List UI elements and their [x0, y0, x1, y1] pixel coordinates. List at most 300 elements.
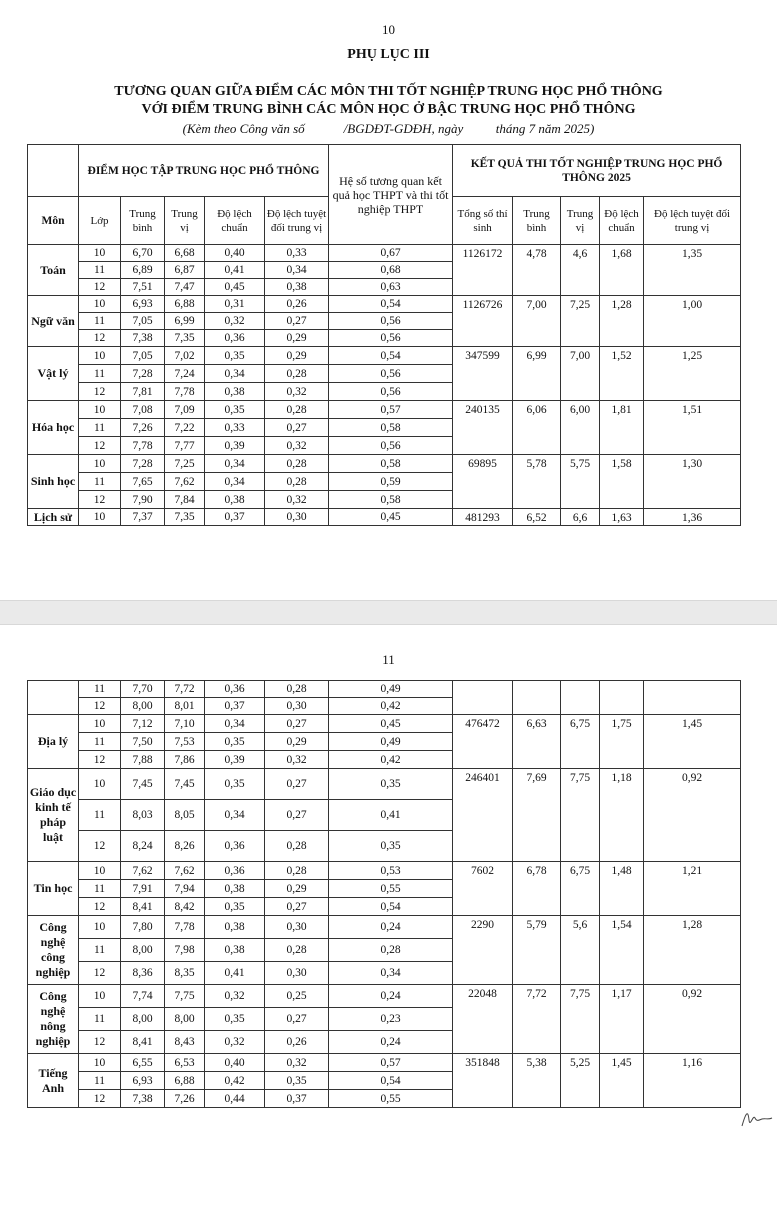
mean-cell: 7,05: [121, 347, 165, 365]
correlation-cell: 0,23: [329, 1008, 453, 1031]
mad-cell: 0,27: [265, 313, 329, 330]
grade-cell: 11: [79, 939, 121, 962]
exam-mean-header: Trung bình: [513, 197, 561, 245]
mad-cell: 0,25: [265, 985, 329, 1008]
exam-mean-cell: 7,72: [513, 985, 561, 1054]
table-row: [28, 401, 741, 419]
exam-mad-cell: 1,21: [644, 862, 741, 916]
grade-cell: 11: [79, 262, 121, 279]
subject-name: Hóa học: [28, 401, 79, 455]
std-cell: 0,35: [205, 401, 265, 419]
mad-cell: 0,27: [265, 898, 329, 916]
mean-cell: 7,90: [121, 491, 165, 509]
grade-cell: 10: [79, 347, 121, 365]
exam-median-cell: 5,25: [561, 1054, 600, 1108]
mean-cell: 8,41: [121, 898, 165, 916]
correlation-cell: 0,56: [329, 437, 453, 455]
std-cell: 0,34: [205, 473, 265, 491]
continued-subject-cell: [28, 681, 79, 715]
table-row: [28, 985, 741, 1008]
correlation-cell: 0,63: [329, 279, 453, 296]
std-cell: 0,31: [205, 296, 265, 313]
grade-cell: 12: [79, 962, 121, 985]
mean-cell: 7,65: [121, 473, 165, 491]
std-cell: 0,37: [205, 698, 265, 715]
mad-cell: 0,29: [265, 880, 329, 898]
std-cell: 0,38: [205, 491, 265, 509]
median-cell: 8,26: [165, 831, 205, 862]
mean-cell: 6,93: [121, 1072, 165, 1090]
correlation-cell: 0,67: [329, 245, 453, 262]
median-cell: 7,10: [165, 715, 205, 733]
exam-total-cell: 246401: [453, 769, 513, 862]
grade-cell: 12: [79, 279, 121, 296]
grade-cell: 10: [79, 245, 121, 262]
table-row: [28, 296, 741, 313]
mad-cell: 0,37: [265, 1090, 329, 1108]
mean-cell: 6,89: [121, 262, 165, 279]
title-line-1: TƯƠNG QUAN GIỮA ĐIỂM CÁC MÔN THI TỐT NGHIỆP TRUNG HỌC PHỔ THÔNG: [114, 84, 663, 99]
std-cell: 0,32: [205, 985, 265, 1008]
exam-std-cell: 1,68: [600, 245, 644, 296]
mad-cell: 0,38: [265, 279, 329, 296]
std-cell: 0,36: [205, 330, 265, 347]
mad-cell: 0,29: [265, 733, 329, 751]
correlation-cell: 0,54: [329, 296, 453, 313]
std-cell: 0,39: [205, 437, 265, 455]
grade-cell: 10: [79, 862, 121, 880]
mad-cell: 0,28: [265, 473, 329, 491]
grade-cell: 11: [79, 1008, 121, 1031]
correlation-table-page-10: [27, 144, 741, 526]
mean-cell: 7,62: [121, 862, 165, 880]
correlation-cell: 0,58: [329, 419, 453, 437]
median-cell: 7,86: [165, 751, 205, 769]
mean-cell: 8,03: [121, 800, 165, 831]
median-cell: 7,84: [165, 491, 205, 509]
grade-cell: 12: [79, 831, 121, 862]
mad-cell: 0,26: [265, 296, 329, 313]
page-10: [0, 0, 777, 600]
exam-std-cell: 1,58: [600, 455, 644, 509]
exam-std-cell: 1,45: [600, 1054, 644, 1108]
exam-median-cell: 7,25: [561, 296, 600, 347]
exam-total-cell: 1126726: [453, 296, 513, 347]
correlation-cell: 0,55: [329, 1090, 453, 1108]
exam-mad-cell: 1,16: [644, 1054, 741, 1108]
mad-cell: 0,27: [265, 715, 329, 733]
exam-total-cell: 22048: [453, 985, 513, 1054]
exam-std-cell: 1,54: [600, 916, 644, 985]
std-cell: 0,41: [205, 262, 265, 279]
page-break: [0, 600, 777, 625]
mad-cell: 0,32: [265, 383, 329, 401]
table-row: [28, 1054, 741, 1072]
mean-cell: 7,28: [121, 455, 165, 473]
continued-exam-cell: [600, 681, 644, 715]
mean-cell: 6,55: [121, 1054, 165, 1072]
subject-name: Công nghệ công nghiệp: [28, 916, 79, 985]
subject-name: Toán: [28, 245, 79, 296]
std-cell: 0,40: [205, 245, 265, 262]
mad-cell: 0,27: [265, 419, 329, 437]
exam-mean-cell: 7,00: [513, 296, 561, 347]
page-number: 11: [382, 652, 395, 667]
subject-header: Môn: [28, 197, 79, 245]
mad-cell: 0,29: [265, 330, 329, 347]
std-cell: 0,38: [205, 939, 265, 962]
exam-mad-cell: 1,36: [644, 509, 741, 526]
exam-median-cell: 6,6: [561, 509, 600, 526]
correlation-cell: 0,34: [329, 962, 453, 985]
correlation-cell: 0,45: [329, 715, 453, 733]
grade-cell: 11: [79, 1072, 121, 1090]
mad-cell: 0,28: [265, 365, 329, 383]
std-cell: 0,32: [205, 313, 265, 330]
correlation-table-page-11: [27, 680, 741, 1108]
title-line-2: VỚI ĐIỂM TRUNG BÌNH CÁC MÔN HỌC Ở BẬC TRUNG HỌC PHỔ THÔNG: [141, 102, 636, 117]
table-row: [28, 509, 741, 526]
std-cell: 0,35: [205, 733, 265, 751]
exam-mad-cell: 0,92: [644, 985, 741, 1054]
median-cell: 7,02: [165, 347, 205, 365]
std-header: Độ lệch chuẩn: [205, 197, 265, 245]
table-row: [28, 769, 741, 800]
table-row: [28, 715, 741, 733]
subject-name: Lịch sử: [28, 509, 79, 526]
subject-name: Tin học: [28, 862, 79, 916]
mad-cell: 0,32: [265, 491, 329, 509]
mad-cell: 0,32: [265, 1054, 329, 1072]
mad-cell: 0,28: [265, 939, 329, 962]
exam-mean-cell: 5,38: [513, 1054, 561, 1108]
exam-std-header: Độ lệch chuẩn: [600, 197, 644, 245]
exam-total-cell: 7602: [453, 862, 513, 916]
grade-cell: 12: [79, 491, 121, 509]
mean-cell: 8,24: [121, 831, 165, 862]
exam-median-cell: 6,75: [561, 715, 600, 769]
correlation-cell: 0,45: [329, 509, 453, 526]
median-cell: 6,87: [165, 262, 205, 279]
grade-cell: 10: [79, 401, 121, 419]
correlation-cell: 0,56: [329, 330, 453, 347]
grade-header: Lớp: [79, 197, 121, 245]
exam-mean-cell: 6,99: [513, 347, 561, 401]
group-school-header: ĐIỂM HỌC TẬP TRUNG HỌC PHỔ THÔNG: [79, 145, 329, 197]
grade-cell: 10: [79, 715, 121, 733]
exam-median-cell: 4,6: [561, 245, 600, 296]
correlation-cell: 0,35: [329, 769, 453, 800]
mean-cell: 7,70: [121, 681, 165, 698]
subject-name: Địa lý: [28, 715, 79, 769]
grade-cell: 11: [79, 880, 121, 898]
mean-cell: 7,28: [121, 365, 165, 383]
std-cell: 0,34: [205, 800, 265, 831]
correlation-cell: 0,24: [329, 916, 453, 939]
median-cell: 8,00: [165, 1008, 205, 1031]
correlation-cell: 0,57: [329, 1054, 453, 1072]
grade-cell: 12: [79, 751, 121, 769]
correlation-cell: 0,58: [329, 491, 453, 509]
mad-cell: 0,28: [265, 831, 329, 862]
mad-cell: 0,29: [265, 347, 329, 365]
exam-std-cell: 1,75: [600, 715, 644, 769]
empty-corner: [28, 145, 79, 197]
exam-mad-cell: 1,45: [644, 715, 741, 769]
mean-cell: 7,26: [121, 419, 165, 437]
exam-mad-cell: 1,28: [644, 916, 741, 985]
mean-cell: 8,41: [121, 1031, 165, 1054]
subject-name: Tiếng Anh: [28, 1054, 79, 1108]
exam-std-cell: 1,81: [600, 401, 644, 455]
continued-exam-cell: [644, 681, 741, 715]
std-cell: 0,41: [205, 962, 265, 985]
grade-cell: 11: [79, 365, 121, 383]
mean-cell: 8,00: [121, 1008, 165, 1031]
median-cell: 7,75: [165, 985, 205, 1008]
appendix-label: PHỤ LỤC III: [347, 47, 430, 62]
subject-name: Giáo dục kinh tế pháp luật: [28, 769, 79, 862]
mad-header: Độ lệch tuyệt đối trung vị: [265, 197, 329, 245]
exam-median-cell: 5,75: [561, 455, 600, 509]
correlation-cell: 0,56: [329, 365, 453, 383]
correlation-cell: 0,24: [329, 1031, 453, 1054]
median-cell: 8,05: [165, 800, 205, 831]
exam-mad-cell: 1,51: [644, 401, 741, 455]
std-cell: 0,36: [205, 681, 265, 698]
exam-mad-cell: 1,25: [644, 347, 741, 401]
median-cell: 7,35: [165, 509, 205, 526]
median-cell: 7,25: [165, 455, 205, 473]
exam-mean-cell: 6,06: [513, 401, 561, 455]
std-cell: 0,35: [205, 347, 265, 365]
correlation-cell: 0,56: [329, 313, 453, 330]
mad-cell: 0,32: [265, 437, 329, 455]
grade-cell: 12: [79, 330, 121, 347]
median-cell: 7,72: [165, 681, 205, 698]
mad-cell: 0,28: [265, 401, 329, 419]
mad-cell: 0,26: [265, 1031, 329, 1054]
mad-cell: 0,27: [265, 769, 329, 800]
grade-cell: 10: [79, 296, 121, 313]
median-cell: 7,47: [165, 279, 205, 296]
mean-cell: 7,08: [121, 401, 165, 419]
continued-exam-cell: [561, 681, 600, 715]
std-cell: 0,33: [205, 419, 265, 437]
mean-cell: 7,80: [121, 916, 165, 939]
median-cell: 7,35: [165, 330, 205, 347]
std-cell: 0,34: [205, 715, 265, 733]
mean-cell: 8,00: [121, 939, 165, 962]
grade-cell: 12: [79, 898, 121, 916]
grade-cell: 11: [79, 473, 121, 491]
exam-median-cell: 6,75: [561, 862, 600, 916]
grade-cell: 12: [79, 698, 121, 715]
median-cell: 7,78: [165, 916, 205, 939]
median-cell: 7,09: [165, 401, 205, 419]
mean-cell: 7,45: [121, 769, 165, 800]
std-cell: 0,34: [205, 365, 265, 383]
subject-name: Vật lý: [28, 347, 79, 401]
std-cell: 0,36: [205, 831, 265, 862]
median-cell: 6,99: [165, 313, 205, 330]
exam-total-cell: 1126172: [453, 245, 513, 296]
mean-cell: 6,93: [121, 296, 165, 313]
correlation-cell: 0,42: [329, 751, 453, 769]
exam-total-cell: 476472: [453, 715, 513, 769]
mad-cell: 0,30: [265, 509, 329, 526]
median-cell: 6,88: [165, 296, 205, 313]
median-cell: 6,53: [165, 1054, 205, 1072]
exam-std-cell: 1,52: [600, 347, 644, 401]
mad-cell: 0,30: [265, 962, 329, 985]
exam-total-cell: 69895: [453, 455, 513, 509]
median-cell: 7,62: [165, 473, 205, 491]
mad-cell: 0,27: [265, 1008, 329, 1031]
mad-cell: 0,28: [265, 455, 329, 473]
exam-mean-cell: 6,78: [513, 862, 561, 916]
exam-mean-cell: 7,69: [513, 769, 561, 862]
std-cell: 0,32: [205, 1031, 265, 1054]
exam-std-cell: 1,17: [600, 985, 644, 1054]
correlation-cell: 0,41: [329, 800, 453, 831]
correlation-cell: 0,55: [329, 880, 453, 898]
median-cell: 7,24: [165, 365, 205, 383]
exam-total-cell: 347599: [453, 347, 513, 401]
correlation-cell: 0,58: [329, 455, 453, 473]
median-cell: 7,98: [165, 939, 205, 962]
table-row: [28, 347, 741, 365]
std-cell: 0,34: [205, 455, 265, 473]
mad-cell: 0,28: [265, 862, 329, 880]
grade-cell: 11: [79, 681, 121, 698]
grade-cell: 10: [79, 769, 121, 800]
signature-mark: [740, 1108, 774, 1130]
mad-cell: 0,33: [265, 245, 329, 262]
continued-exam-cell: [453, 681, 513, 715]
grade-cell: 12: [79, 437, 121, 455]
exam-mad-cell: 1,35: [644, 245, 741, 296]
exam-total-cell: 351848: [453, 1054, 513, 1108]
std-cell: 0,39: [205, 751, 265, 769]
std-cell: 0,44: [205, 1090, 265, 1108]
exam-median-header: Trung vị: [561, 197, 600, 245]
exam-mean-cell: 5,79: [513, 916, 561, 985]
exam-mad-cell: 0,92: [644, 769, 741, 862]
mad-cell: 0,30: [265, 916, 329, 939]
group-exam-header: KẾT QUẢ THI TỐT NGHIỆP TRUNG HỌC PHỔ THÔNG 2025: [453, 145, 741, 197]
grade-cell: 10: [79, 985, 121, 1008]
mean-cell: 8,00: [121, 698, 165, 715]
std-cell: 0,36: [205, 862, 265, 880]
continued-exam-cell: [513, 681, 561, 715]
exam-mean-cell: 6,52: [513, 509, 561, 526]
mad-cell: 0,34: [265, 262, 329, 279]
grade-cell: 11: [79, 800, 121, 831]
exam-mean-cell: 5,78: [513, 455, 561, 509]
mean-cell: 7,12: [121, 715, 165, 733]
mean-cell: 7,50: [121, 733, 165, 751]
std-cell: 0,37: [205, 509, 265, 526]
grade-cell: 10: [79, 916, 121, 939]
correlation-cell: 0,35: [329, 831, 453, 862]
median-cell: 6,68: [165, 245, 205, 262]
exam-median-cell: 7,75: [561, 769, 600, 862]
table-row: [28, 245, 741, 262]
exam-total-cell: 481293: [453, 509, 513, 526]
table-row: [28, 681, 741, 698]
grade-cell: 10: [79, 509, 121, 526]
grade-cell: 11: [79, 733, 121, 751]
correlation-cell: 0,53: [329, 862, 453, 880]
exam-std-cell: 1,18: [600, 769, 644, 862]
page-number: 10: [382, 22, 395, 37]
mean-cell: 7,38: [121, 1090, 165, 1108]
mean-cell: 7,74: [121, 985, 165, 1008]
std-cell: 0,35: [205, 769, 265, 800]
std-cell: 0,38: [205, 880, 265, 898]
exam-std-cell: 1,28: [600, 296, 644, 347]
correlation-cell: 0,24: [329, 985, 453, 1008]
median-cell: 6,88: [165, 1072, 205, 1090]
exam-mad-header: Độ lệch tuyệt đối trung vị: [644, 197, 741, 245]
median-cell: 7,22: [165, 419, 205, 437]
median-cell: 7,77: [165, 437, 205, 455]
median-cell: 7,45: [165, 769, 205, 800]
correlation-cell: 0,49: [329, 681, 453, 698]
median-cell: 8,42: [165, 898, 205, 916]
median-cell: 7,62: [165, 862, 205, 880]
subject-name: Công nghệ nông nghiệp: [28, 985, 79, 1054]
std-cell: 0,40: [205, 1054, 265, 1072]
mean-cell: 7,78: [121, 437, 165, 455]
median-cell: 7,53: [165, 733, 205, 751]
mad-cell: 0,28: [265, 681, 329, 698]
mean-cell: 7,38: [121, 330, 165, 347]
correlation-cell: 0,54: [329, 347, 453, 365]
subtitle: (Kèm theo Công văn số /BGDĐT-GDĐH, ngày tháng 7 năm 2025): [182, 121, 595, 136]
correlation-cell: 0,59: [329, 473, 453, 491]
exam-mean-cell: 4,78: [513, 245, 561, 296]
median-cell: 7,26: [165, 1090, 205, 1108]
correlation-cell: 0,54: [329, 1072, 453, 1090]
correlation-cell: 0,28: [329, 939, 453, 962]
correlation-cell: 0,54: [329, 898, 453, 916]
grade-cell: 11: [79, 419, 121, 437]
correlation-cell: 0,57: [329, 401, 453, 419]
grade-cell: 12: [79, 1090, 121, 1108]
std-cell: 0,38: [205, 916, 265, 939]
mean-header: Trung bình: [121, 197, 165, 245]
mad-cell: 0,30: [265, 698, 329, 715]
median-cell: 7,94: [165, 880, 205, 898]
median-cell: 8,01: [165, 698, 205, 715]
mean-cell: 7,91: [121, 880, 165, 898]
grade-cell: 12: [79, 1031, 121, 1054]
exam-median-cell: 7,00: [561, 347, 600, 401]
exam-mad-cell: 1,00: [644, 296, 741, 347]
mad-cell: 0,32: [265, 751, 329, 769]
exam-median-cell: 7,75: [561, 985, 600, 1054]
correlation-cell: 0,68: [329, 262, 453, 279]
grade-cell: 11: [79, 313, 121, 330]
mean-cell: 7,37: [121, 509, 165, 526]
mean-cell: 7,51: [121, 279, 165, 296]
correlation-cell: 0,42: [329, 698, 453, 715]
exam-std-cell: 1,48: [600, 862, 644, 916]
mean-cell: 7,05: [121, 313, 165, 330]
median-cell: 8,35: [165, 962, 205, 985]
